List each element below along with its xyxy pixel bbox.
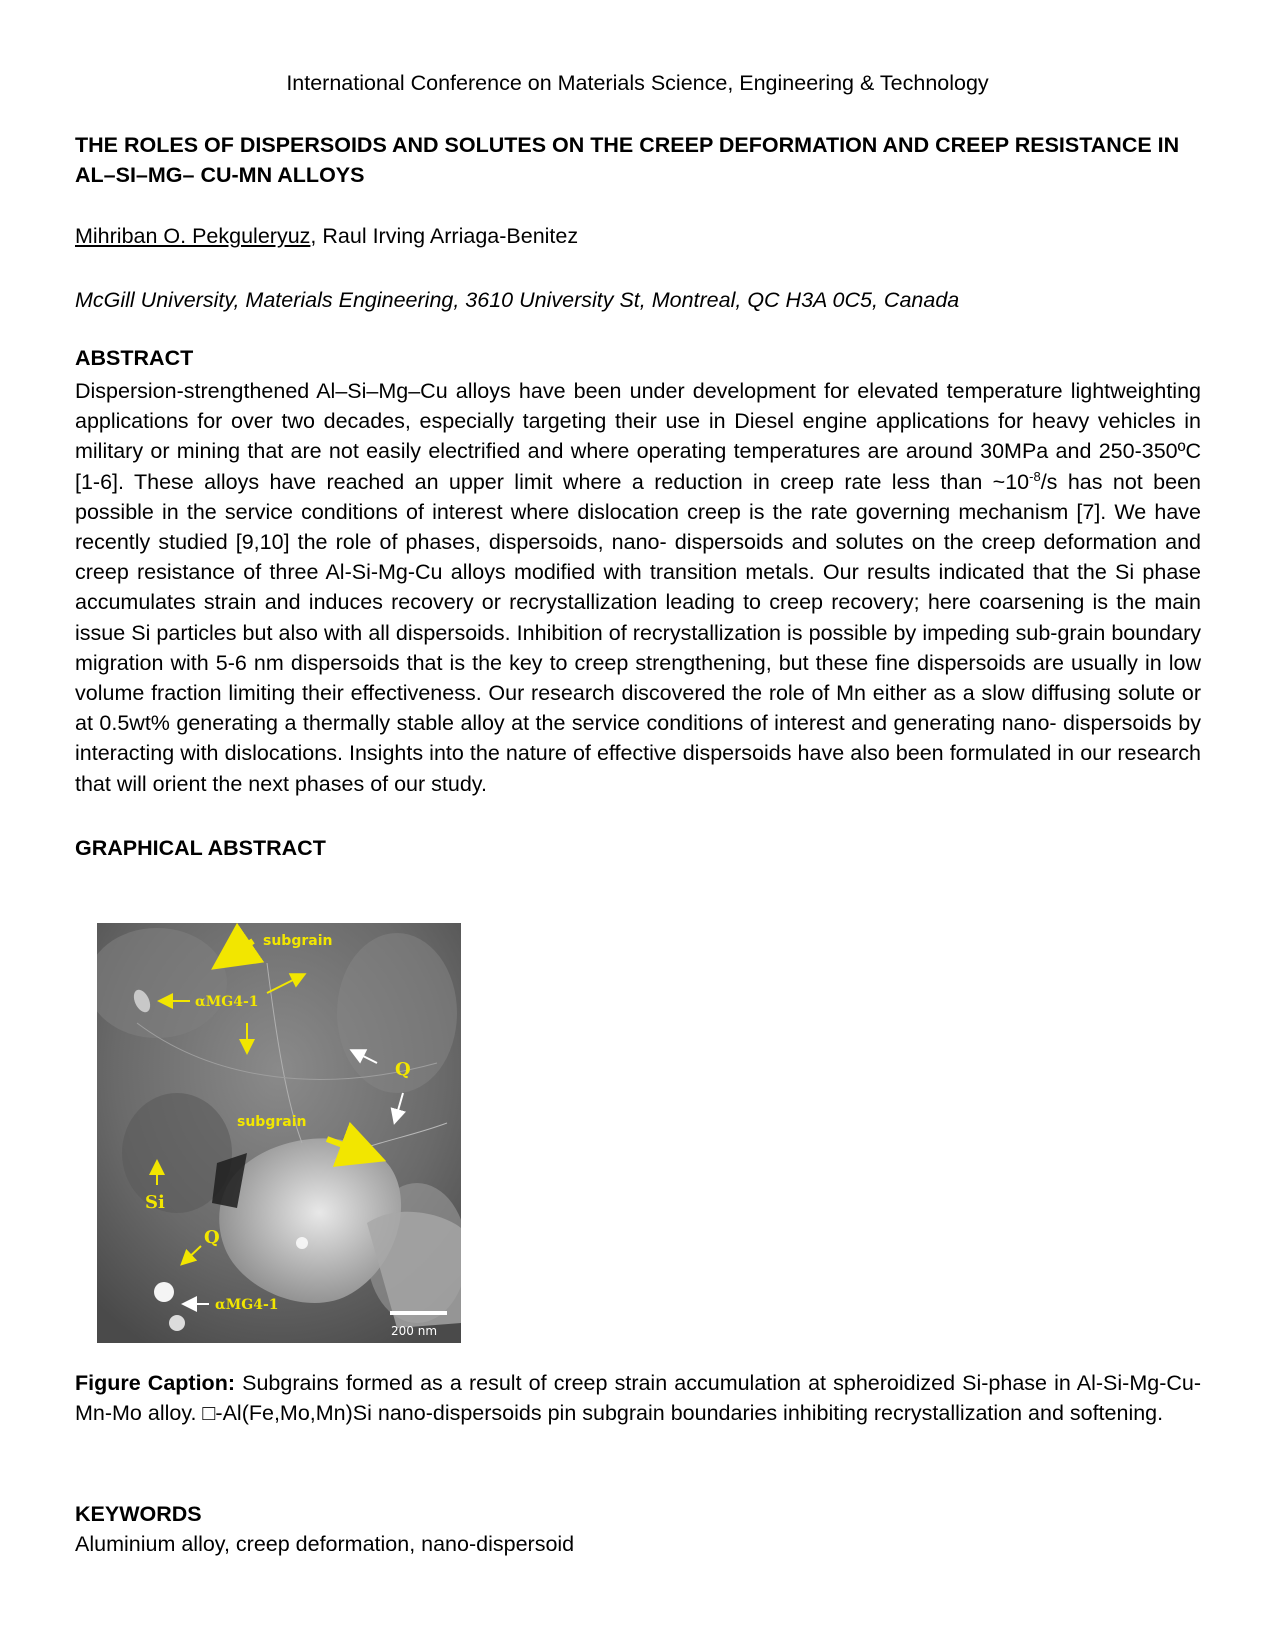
author-list [75,224,578,249]
alpha-particle-bottom [154,1282,174,1302]
figure-caption [75,1368,1201,1428]
abstract-body [75,376,1201,799]
label-alpha-top: αMG4-1 [195,994,259,1010]
tem-micrograph [97,923,461,1343]
conference-header: International Conference on Materials Science, Engineering & Technology [286,71,989,95]
abstract-text-part1: Dispersion-strengthened Al–Si–Mg–Cu alloys have been under development for elevated temperature lightweighting applications for over two decades, especially targeting their use in Diesel engine applications for heavy vehicles in military or mining that are not easily electrified and where operating temperatures are around 30MPa and 250-350ºC [1-6]. These alloys have reached an upper limit where a reduction in creep rate less than ~10 [75,379,1201,494]
abstract-heading: ABSTRACT [75,346,194,370]
label-q-right: Q [395,1059,411,1080]
caption-label: Figure Caption: [75,1371,235,1395]
author-coauthor: Raul Irving Arriaga-Benitez [322,224,579,248]
label-alpha-bottom: αMG4-1 [215,1297,279,1313]
abstract-text-part2: /s has not been possible in the service conditions of interest where dislocation creep is the rate governing mechanism [7]. We have recently studied [9,10] the role of phases, dispersoids, nano- dispersoids and solutes on the creep deformation and creep resistance of three Al-Si-Mg-Cu alloys modified with transition metals. Our results indicated that the Si phase accumulates strain and induces recovery or recrystallization leading to creep recovery; here coarsening is the main issue Si particles but also with all dispersoids. Inhibition of recrystallization is possible by impeding sub-grain boundary migration with 5-6 nm dispersoids that is the key to creep strengthening, but these fine dispersoids are usually in low volume fraction limiting their effectiveness. Our research discovered the role of Mn either as a slow diffusing solute or at 0.5wt% generating a thermally stable alloy at the service conditions of interest and generating nano- dispersoids by interacting with dislocations. Insights into the nature of effective dispersoids have also been formulated in our research that will orient the next phases of our study. [75,469,1201,796]
label-q-left: Q [204,1227,220,1248]
author-separator: , [310,224,323,248]
label-subgrain-top: subgrain [263,933,333,949]
caption-text: Subgrains formed as a result of creep strain accumulation at spheroidized Si-phase in Al-Si-Mg-Cu-Mn-Mo alloy. □-Al(Fe,Mo,Mn)Si nano-dispersoids pin subgrain boundaries inhibiting recrystallization and softening. [75,1371,1201,1426]
affiliation: McGill University, Materials Engineering, 3610 University St, Montreal, QC H3A 0C5, Canada [75,288,960,312]
label-si: Si [145,1192,165,1213]
keywords-list: Aluminium alloy, creep deformation, nano-dispersoid [75,1532,575,1556]
scale-bar-label: 200 nm [391,1324,438,1338]
keywords-heading: KEYWORDS [75,1502,202,1526]
label-subgrain-mid: subgrain [237,1114,307,1130]
graphical-abstract-heading: GRAPHICAL ABSTRACT [75,836,326,860]
abstract-exponent: -8 [1029,468,1041,484]
author-presenting: Mihriban O. Pekguleryuz [75,224,311,248]
paper-title: THE ROLES OF DISPERSOIDS AND SOLUTES ON THE CREEP DEFORMATION AND CREEP RESISTANCE IN AL–SI–MG– CU-MN ALLOYS [75,133,1180,187]
